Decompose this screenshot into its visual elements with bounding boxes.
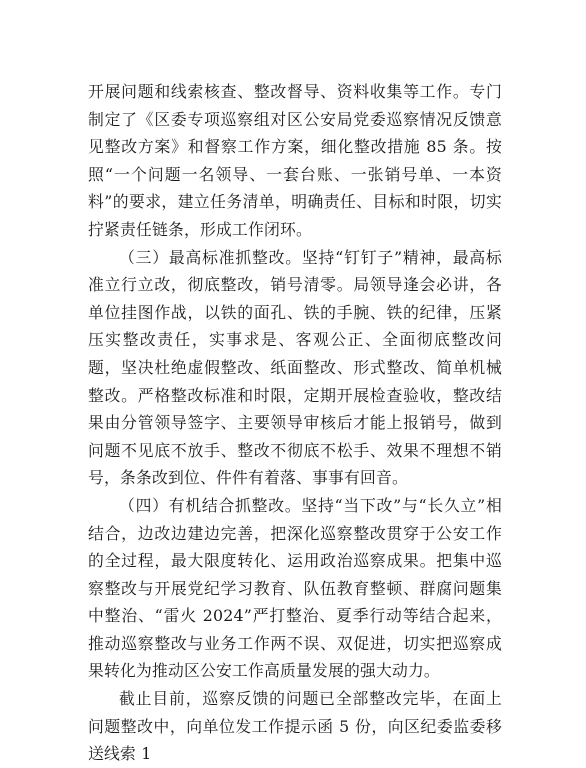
paragraph-highest-standard: （三）最高标准抓整改。坚持“钉钉子”精神，最高标准立行立改，彻底整改，销号清零。局领导逢会必讲，各单位挂图作战，以铁的面孔、铁的手腕、铁的纪律，压紧压实整改责任，实事求是、客观公正、全面彻底整改问题，坚决杜绝虚假整改、纸面整改、形式整改、简单机械整改。严格整改标准和时限，定期开展检查验收，整改结果由分管领导签字、主要领导审核后才能上报销号，做到问题不见底不放手、整改不彻底不松手、效果不理想不销号，条条改到位、件件有着落、事事有回音。 [88, 247, 502, 488]
body-text [88, 78, 502, 768]
paragraph-organic-combination: （四）有机结合抓整改。坚持“当下改”与“长久立”相结合，边改边建边完善，把深化巡察整改贯穿于公安工作的全过程，最大限度转化、运用政治巡察成果。把集中巡察整改与开展党纪学习教育、队伍教育整顿、群腐问题集中整治、“雷火 2024”严打整治、夏季行动等结合起来，推动巡察整改与业务工作两不误、双促进，切实把巡察成果转化为推动区公安工作高质量发展的强大动力。 [88, 495, 502, 681]
paragraph-rectification-mechanism: 开展问题和线索核查、整改督导、资料收集等工作。专门制定了《区委专项巡察组对区公安局党委巡察情况反馈意见整改方案》和督察工作方案，细化整改措施 85 条。按照“一个问题一名领导、一套台账、一张销号单、一本资料”的要求，建立任务清单，明确责任、目标和时限，切实拧紧责任链条，形成工作闭环。 [88, 82, 502, 239]
paragraph-current-status: 截止目前，巡察反馈的问题已全部整改完毕，在面上问题整改中，向单位发工作提示函 5 份，向区纪委监委移送线索 1 [88, 689, 502, 764]
